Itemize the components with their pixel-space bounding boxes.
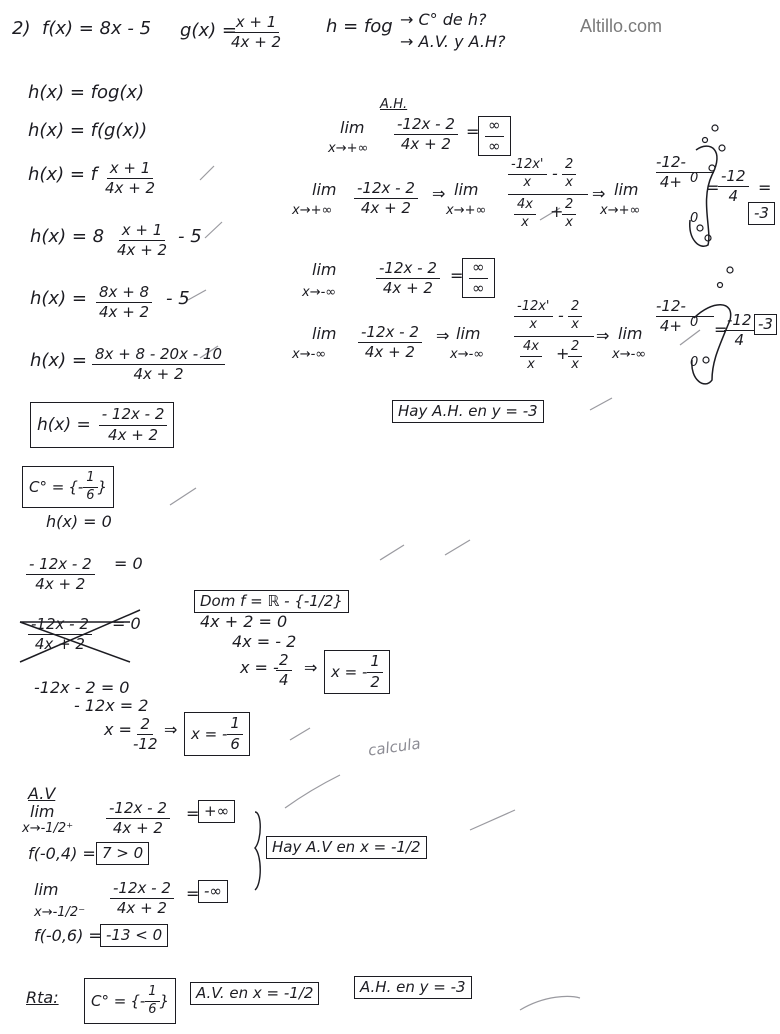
ah-fn-6-num: -12x - 2 xyxy=(358,324,422,343)
step-3-den: 4x + 2 xyxy=(105,179,156,198)
ah-fn-2 xyxy=(354,180,418,218)
ah-div-den-b-top: 2 xyxy=(562,198,576,215)
step-3-prefix: h(x) = f xyxy=(28,164,97,185)
ah-lim-7-sub: x→-∞ xyxy=(450,347,485,362)
ah-fn-2-den: 4x + 2 xyxy=(360,199,411,218)
h-result-prefix: h(x) = xyxy=(37,415,91,435)
ah-result-2-box: -3 xyxy=(754,314,777,335)
av-fn-right xyxy=(106,800,170,838)
step-2: h(x) = f(g(x)) xyxy=(28,120,148,141)
domain-line-1: 4x + 2 = 0 xyxy=(200,612,288,631)
ah-lim-6-sub: x→-∞ xyxy=(292,347,327,362)
av-test-left-box: -13 < 0 xyxy=(100,924,168,947)
av-lim-left: lim xyxy=(34,880,59,899)
zero-eq-1-den: 4x + 2 xyxy=(35,575,86,594)
ah-div-den-b xyxy=(562,198,576,231)
ah-lim-5: lim xyxy=(312,260,337,279)
ah-main-bar-1 xyxy=(508,194,588,195)
zeros-den: 6 xyxy=(86,487,95,503)
step-4-fraction xyxy=(114,222,170,260)
zero-eq-1-num: - 12x - 2 xyxy=(26,556,95,575)
zero-line-3-arrow: ⇒ xyxy=(164,720,178,739)
zero-result-box xyxy=(184,712,250,756)
ah-main-bar-2 xyxy=(514,336,594,337)
av-lim-right-sub: x→-1/2⁺ xyxy=(22,821,74,836)
f-definition: f(x) = 8x - 5 xyxy=(42,18,152,39)
ah-result-1-num: -12 xyxy=(718,168,749,187)
step-6-fraction xyxy=(92,346,225,384)
ah-div-num-a xyxy=(508,158,547,191)
av-result-right-box: +∞ xyxy=(198,800,235,823)
ah-lim-3: lim xyxy=(454,180,479,199)
ah-lim-8-sub: x→-∞ xyxy=(612,347,647,362)
ah-arrow-2: ⇒ xyxy=(432,184,446,203)
ah-fn-2-num: -12x - 2 xyxy=(354,180,418,199)
ah-reduced-2-zero-a: 0 xyxy=(690,315,699,330)
av-test-left-prefix: f(-0,6) = xyxy=(34,926,102,945)
ah-reduced-2-num: -12- xyxy=(656,298,714,317)
ah-reduced-2-zero-b: 0 xyxy=(690,355,699,370)
ah-div-num-b-bot: x xyxy=(565,174,573,190)
ah-div-num-c-bot: x xyxy=(529,316,538,332)
ah-div-den-c-bot: x xyxy=(527,356,535,372)
ah-div-num-c-top: -12x' xyxy=(514,300,553,317)
ah-div-den-c-top: 4x xyxy=(520,340,542,357)
answer-zeros-box: C° = {- $\frac{1}{6}$ } xyxy=(84,978,176,1024)
g-denominator: 4x + 2 xyxy=(231,33,282,52)
zero-eq-2-fraction xyxy=(28,616,92,654)
av-test-right-prefix: f(-0,4) = xyxy=(28,844,96,863)
zero-line-1: -12x - 2 = 0 xyxy=(34,678,130,697)
ah-lim-6: lim xyxy=(312,324,337,343)
answer-zeros-prefix: C° = xyxy=(91,992,127,1010)
ah-lim-2: lim xyxy=(312,180,337,199)
ah-div-den-d-top: 2 xyxy=(568,340,582,357)
zero-eq-2-rhs: = 0 xyxy=(112,614,141,633)
ah-arrow-7: ⇒ xyxy=(596,326,610,345)
ah-indet-5-num: ∞ xyxy=(469,259,488,278)
av-conclusion-box: Hay A.V en x = -1/2 xyxy=(266,836,427,859)
ah-reduced-1-zero-a: 0 xyxy=(690,171,699,186)
domain-line-3-den: 4 xyxy=(279,671,289,690)
question-asymptotes: → A.V. y A.H? xyxy=(400,32,506,51)
zero-line-2: - 12x = 2 xyxy=(74,696,149,715)
zero-eq-2-num: -12x - 2 xyxy=(28,616,92,635)
step-4-num: x + 1 xyxy=(119,222,166,241)
step-1: h(x) = fog(x) xyxy=(28,82,145,103)
ah-lim-2-sub: x→+∞ xyxy=(292,203,333,218)
ah-fn-1 xyxy=(394,116,458,154)
ah-div-num-b-top: 2 xyxy=(562,158,576,175)
ah-lim-4: lim xyxy=(614,180,639,199)
ah-div-num-b xyxy=(562,158,576,191)
ah-reduced-2 xyxy=(656,298,714,336)
ah-indet-1 xyxy=(485,117,504,155)
av-fn-right-den: 4x + 2 xyxy=(112,819,163,838)
domain-line-3-fraction xyxy=(276,652,292,690)
ah-indet-1-den: ∞ xyxy=(488,136,501,155)
ah-result-1-den: 4 xyxy=(728,187,739,206)
ah-fn-6 xyxy=(358,324,422,362)
h-result-box xyxy=(30,402,174,448)
ah-indet-1-num: ∞ xyxy=(485,117,504,136)
answer-label: Rta: xyxy=(26,988,59,1007)
ah-div-den-a-top: 4x xyxy=(514,198,536,215)
step-5-prefix: h(x) = xyxy=(30,288,87,309)
domain-box: Dom f = ℝ - {-1/2} xyxy=(194,590,349,613)
ah-lim-4-sub: x→+∞ xyxy=(600,203,641,218)
step-5-num: 8x + 8 xyxy=(96,284,152,303)
h-result-fraction xyxy=(99,406,168,444)
av-test-right-box: 7 > 0 xyxy=(96,842,149,865)
domain-result-den: 2 xyxy=(370,672,380,691)
ah-result-1-box: -3 xyxy=(748,202,775,225)
zero-eq-1-rhs: = 0 xyxy=(114,554,143,573)
av-fn-left xyxy=(110,880,174,918)
ah-arrow-6: ⇒ xyxy=(436,326,450,345)
zeros-fraction xyxy=(83,471,97,504)
ah-title: A.H. xyxy=(380,97,408,112)
domain-line-2: 4x = - 2 xyxy=(232,632,297,651)
ah-div-num-d-top: 2 xyxy=(568,300,582,317)
answer-zeros-num: 1 xyxy=(145,985,159,1002)
ah-div-den-d xyxy=(568,340,582,373)
step-5-den: 4x + 2 xyxy=(99,303,150,322)
question-zeros: → C° de h? xyxy=(400,10,487,29)
ah-div-num-d-bot: x xyxy=(571,316,579,332)
ah-arrow-3: ⇒ xyxy=(592,184,606,203)
ah-reduced-1-zero-b: 0 xyxy=(690,211,699,226)
step-6-den: 4x + 2 xyxy=(133,365,184,384)
ah-div-den-a-bot: x xyxy=(521,214,529,230)
av-lim-left-sub: x→-1/2⁻ xyxy=(34,905,86,920)
g-fraction xyxy=(228,14,284,52)
domain-line-3-prefix: x = - xyxy=(240,658,279,677)
av-fn-left-num: -12x - 2 xyxy=(110,880,174,899)
zero-result-fraction xyxy=(227,715,243,753)
ah-lim-7: lim xyxy=(456,324,481,343)
ah-div-num-a-bot: x xyxy=(523,174,532,190)
zero-line-3-den: -12 xyxy=(133,735,158,754)
av-margin-note: calcula xyxy=(366,734,422,760)
ah-indet-5-box xyxy=(462,258,495,298)
ah-reduced-1-den: 4+ xyxy=(659,173,683,192)
answer-ah-box: A.H. en y = -3 xyxy=(354,976,472,999)
domain-line-3-arrow: ⇒ xyxy=(304,658,318,677)
step-5-fraction xyxy=(96,284,152,322)
h-result-num: - 12x - 2 xyxy=(99,406,168,425)
ah-indet-1-box xyxy=(478,116,511,156)
av-fn-left-den: 4x + 2 xyxy=(116,899,167,918)
zero-result-den: 6 xyxy=(230,734,240,753)
answer-av-box: A.V. en x = -1/2 xyxy=(190,982,319,1005)
av-title: A.V xyxy=(28,784,56,803)
hx-equals-zero: h(x) = 0 xyxy=(46,512,112,531)
ah-result-2 xyxy=(724,312,755,350)
ah-result-1 xyxy=(718,168,749,206)
step-4-prefix: h(x) = 8 xyxy=(30,226,105,247)
zero-line-3-prefix: x = xyxy=(104,720,132,739)
h-result-den: 4x + 2 xyxy=(108,425,159,444)
zeros-box: C° = {- $\frac{1}{6}$ } xyxy=(22,466,114,508)
answer-zeros-fraction xyxy=(145,985,159,1018)
step-5-suffix: - 5 xyxy=(166,288,190,309)
zero-result-prefix: x = - xyxy=(191,725,228,743)
zeros-label: C° = xyxy=(29,478,65,496)
ah-indet-5 xyxy=(469,259,488,297)
zero-eq-2-den: 4x + 2 xyxy=(34,635,85,654)
ah-lim-3-sub: x→+∞ xyxy=(446,203,487,218)
answer-zeros-den: 6 xyxy=(148,1001,157,1017)
g-numerator: x + 1 xyxy=(233,14,280,33)
ah-fn-6-den: 4x + 2 xyxy=(364,343,415,362)
step-4-suffix: - 5 xyxy=(178,226,202,247)
domain-result-box xyxy=(324,650,390,694)
ah-div-den-c xyxy=(520,340,542,373)
zeros-num: 1 xyxy=(83,471,97,488)
g-label: g(x) = xyxy=(180,20,237,41)
ah-fn-5 xyxy=(376,260,440,298)
zero-line-3-fraction xyxy=(130,716,161,754)
step-3-fraction xyxy=(102,160,158,198)
ah-result-2-den: 4 xyxy=(734,331,745,350)
ah-fn-1-den: 4x + 2 xyxy=(400,135,451,154)
zero-line-3-num: 2 xyxy=(137,716,153,735)
step-6-prefix: h(x) = xyxy=(30,350,87,371)
ah-indet-5-den: ∞ xyxy=(472,278,485,297)
ah-reduced-2-den: 4+ xyxy=(659,317,683,336)
ah-conclusion-box: Hay A.H. en y = -3 xyxy=(392,400,544,423)
zero-eq-1-fraction xyxy=(26,556,95,594)
step-3-num: x + 1 xyxy=(107,160,154,179)
watermark: Altillo.com xyxy=(580,16,663,36)
ah-div-den-b-bot: x xyxy=(565,214,573,230)
domain-result-fraction xyxy=(367,653,383,691)
h-definition: h = fog xyxy=(326,16,393,37)
zero-result-num: 1 xyxy=(227,715,243,734)
ah-fn-5-den: 4x + 2 xyxy=(382,279,433,298)
ah-lim-8: lim xyxy=(618,324,643,343)
ah-lim-5-sub: x→-∞ xyxy=(302,285,337,300)
ah-div-den-d-bot: x xyxy=(571,356,579,372)
av-result-left-box: -∞ xyxy=(198,880,228,903)
ah-div-num-d xyxy=(568,300,582,333)
ah-fn-5-num: -12x - 2 xyxy=(376,260,440,279)
ah-fn-1-num: -12x - 2 xyxy=(394,116,458,135)
ah-div-num-a-top: -12x' xyxy=(508,158,547,175)
domain-line-3-num: 2 xyxy=(276,652,292,671)
ah-result-2-num: -12 xyxy=(724,312,755,331)
ah-reduced-1-num: -12- xyxy=(656,154,714,173)
ah-lim-1-sub: x→+∞ xyxy=(328,141,369,156)
av-fn-right-num: -12x - 2 xyxy=(106,800,170,819)
step-4-den: 4x + 2 xyxy=(117,241,168,260)
ah-div-den-a xyxy=(514,198,536,231)
ah-div-num-c xyxy=(514,300,553,333)
step-6-num: 8x + 8 - 20x - 10 xyxy=(92,346,225,365)
domain-result-prefix: x = - xyxy=(331,663,368,681)
exercise-number: 2) xyxy=(12,18,31,39)
av-lim-right: lim xyxy=(30,802,55,821)
ah-lim-1: lim xyxy=(340,118,365,137)
domain-result-num: 1 xyxy=(367,653,383,672)
